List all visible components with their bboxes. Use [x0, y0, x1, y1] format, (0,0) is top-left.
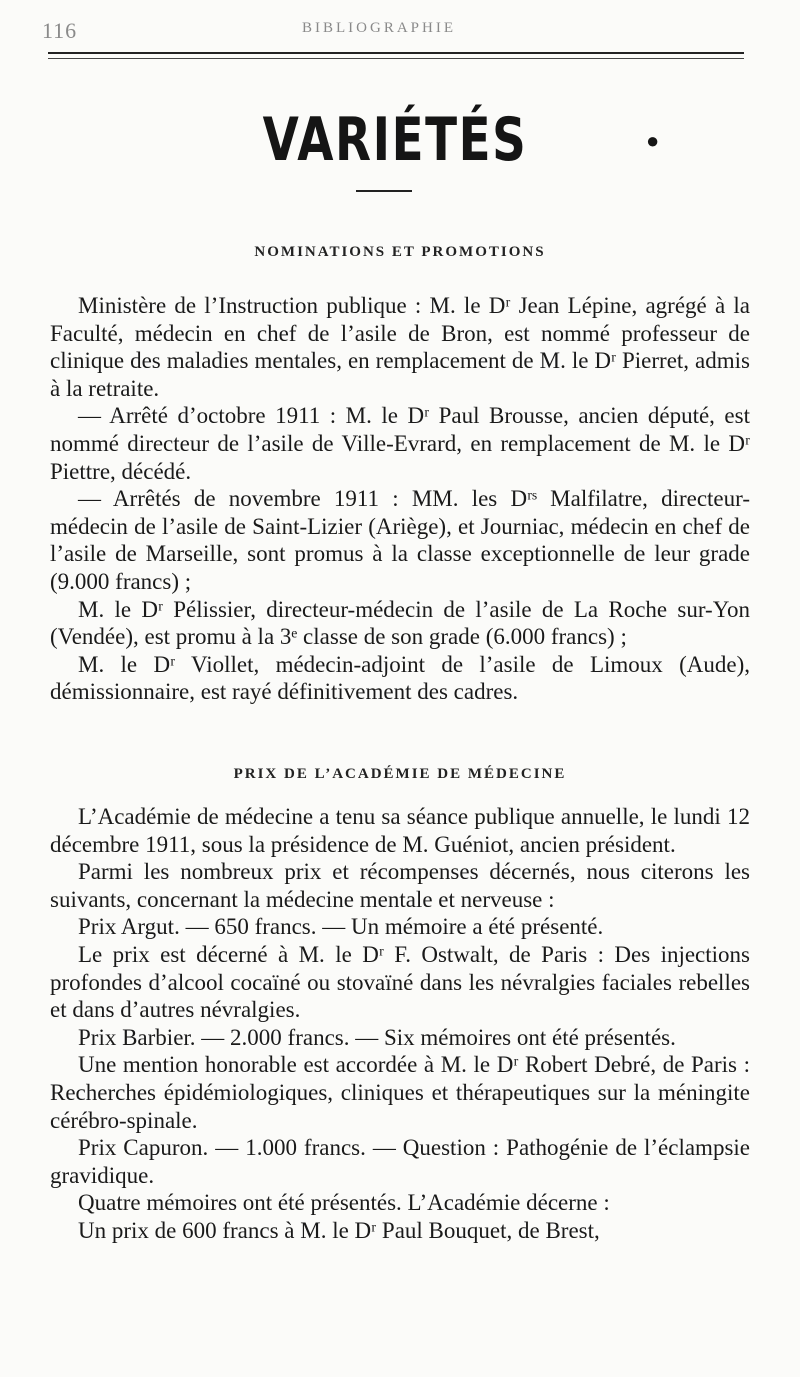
paragraph: L’Académie de médecine a tenu sa séance publique annuelle, le lundi 12 décembre 1911, sous la présidence de M. Guéniot, ancien président. [50, 804, 750, 857]
page-number: 116 [42, 18, 78, 43]
paragraph: M. le Dʳ Viollet, médecin-adjoint de l’asile de Limoux (Aude), démissionnaire, est rayé définitivement des cadres. [50, 651, 750, 705]
paragraph: Quatre mémoires ont été présentés. L’Académie décerne : [78, 1190, 610, 1216]
paragraph: Parmi les nombreux prix et récompenses décernés, nous citerons les suivants, concernant la médecine mentale et nerveuse : [50, 859, 750, 912]
title-rule [356, 190, 412, 192]
nominations-text [50, 292, 750, 706]
section-heading-prix: PRIX DE L’ACADÉMIE DE MÉDECINE [233, 766, 567, 782]
header-rule-thin [48, 58, 744, 59]
paragraph: Une mention honorable est accordée à M. le Dʳ Robert Debré, de Paris : Recherches épidémiologiques, cliniques et thérapeutiques sur la méningite cérébro-spinale. [50, 1052, 750, 1133]
running-head [42, 18, 742, 44]
bullet-ornament: ● [646, 128, 660, 153]
paragraph: — Arrêtés de novembre 1911 : MM. les Dʳˢ Malfilatre, directeur-médecin de l’asile de Saint-Lizier (Ariège), et Journiac, médecin en chef de l’asile de Marseille, sont promus à la classe exceptionnelle de leur grade (9.000 francs) ; [50, 486, 750, 594]
paragraph: Ministère de l’Instruction publique : M. le Dʳ Jean Lépine, agrégé à la Faculté, médecin en chef de l’asile de Bron, est nommé professeur de clinique des maladies mentales, en remplacement de M. le Dʳ Pierret, admis à la retraite. [50, 293, 750, 401]
paragraph: Prix Capuron. — 1.000 francs. — Question : Pathogénie de l’éclampsie gravidique. [50, 1135, 750, 1188]
paragraph: M. le Dʳ Pélissier, directeur-médecin de l’asile de La Roche sur-Yon (Vendée), est promu à la 3ᵉ classe de son grade (6.000 francs) ; [50, 596, 750, 650]
running-head-title: BIBLIOGRAPHIE [302, 20, 456, 36]
page-title: VARIÉTÉS [262, 105, 528, 175]
header-rule-thick [48, 52, 744, 54]
paragraph: Un prix de 600 francs à M. le Dʳ Paul Bouquet, de Brest, [78, 1217, 600, 1243]
paragraph: Prix Argut. — 650 francs. — Un mémoire a été présenté. [78, 914, 604, 940]
paragraph: Le prix est décerné à M. le Dʳ F. Ostwalt, de Paris : Des injections profondes d’alcool cocaïné ou stovaïné dans les névralgies faciales rebelles et dans d’autres névralgies. [50, 941, 750, 1023]
section-heading-nominations: NOMINATIONS ET PROMOTIONS [254, 244, 546, 260]
paragraph: — Arrêté d’octobre 1911 : M. le Dʳ Paul Brousse, ancien député, est nommé directeur de l’asile de Ville-Evrard, en remplacement de M. le Dʳ Piettre, décédé. [50, 403, 750, 484]
paragraph: Prix Barbier. — 2.000 francs. — Six mémoires ont été présentés. [78, 1024, 676, 1050]
prix-text [50, 803, 750, 1245]
